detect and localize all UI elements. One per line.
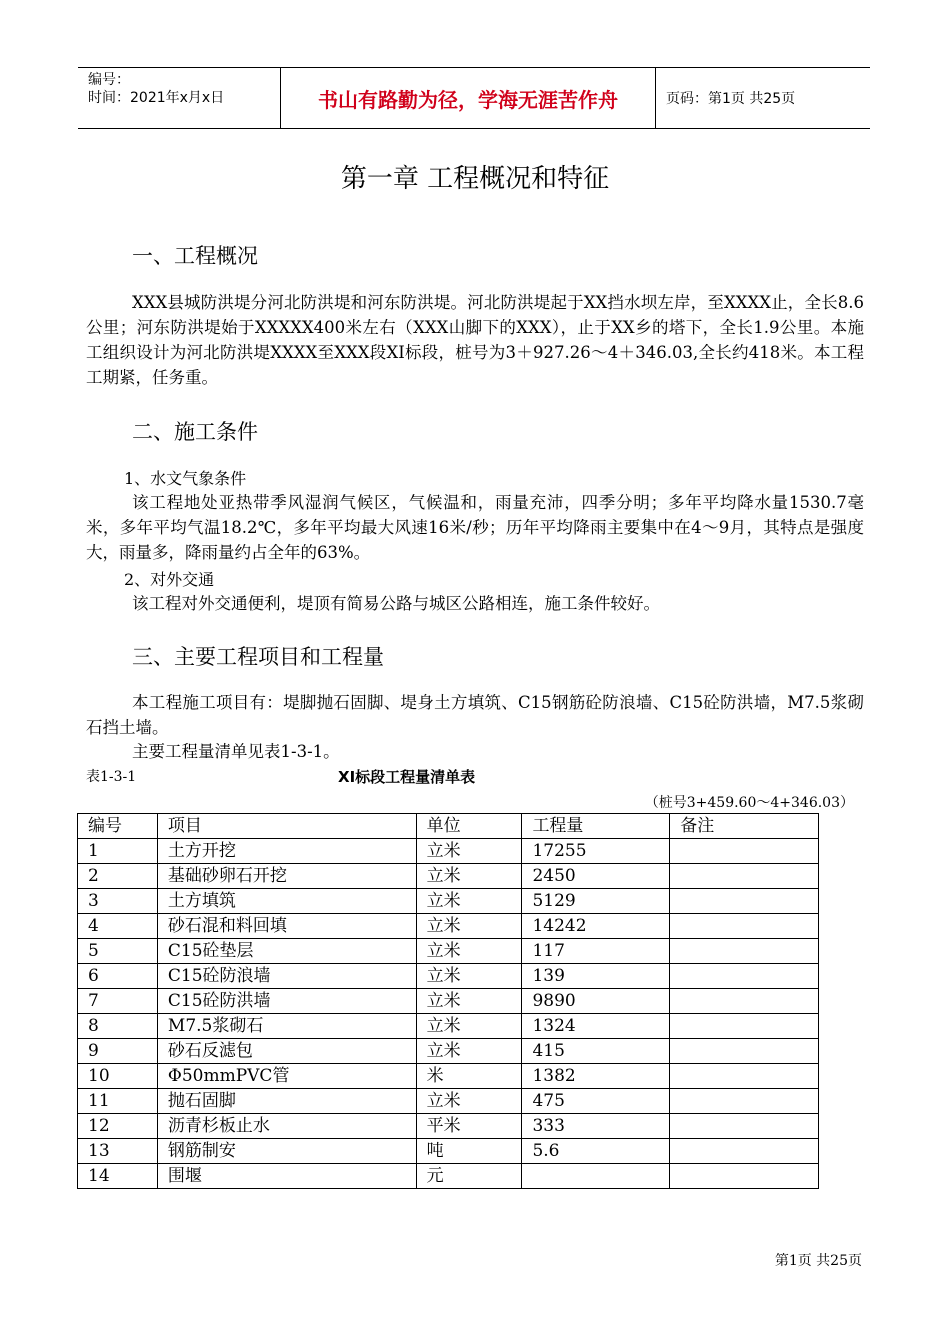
table-cell: 17255 [522, 839, 670, 864]
table-row [78, 1164, 819, 1189]
table-header-row [78, 814, 819, 839]
table-cell: 9 [78, 1039, 158, 1064]
table-cell [670, 989, 819, 1014]
table-cell [670, 1089, 819, 1114]
section2-paragraph2: 该工程对外交通便利，堤顶有简易公路与城区公路相连，施工条件较好。 [132, 594, 660, 613]
table-cell [670, 889, 819, 914]
table-cell [670, 1064, 819, 1089]
table-cell: 13 [78, 1139, 158, 1164]
table-cell: 415 [522, 1039, 670, 1064]
table-row [78, 989, 819, 1014]
section3-paragraph1: 本工程施工项目有：堤脚抛石固脚、堤身土方填筑、C15钢筋砼防浪墙、C15砼防洪墙，M7.5浆砌石挡土墙。 [86, 693, 864, 737]
table-cell: 5129 [522, 889, 670, 914]
table-cell [670, 1014, 819, 1039]
header-cell: 工程量 [522, 814, 670, 839]
header-cell: 单位 [416, 814, 522, 839]
table-cell: 抛石固脚 [157, 1089, 416, 1114]
table-cell: 吨 [416, 1139, 522, 1164]
table-cell: 9890 [522, 989, 670, 1014]
table-cell: 米 [416, 1064, 522, 1089]
table-row [78, 839, 819, 864]
table-cell: 围堰 [157, 1164, 416, 1189]
table-cell: 333 [522, 1114, 670, 1139]
table-cell [670, 1164, 819, 1189]
header-cell: 编号 [78, 814, 158, 839]
table-cell: M7.5浆砌石 [157, 1014, 416, 1039]
table-cell: 6 [78, 964, 158, 989]
table-cell [670, 914, 819, 939]
table-cell [522, 1164, 670, 1189]
table-cell: 基础砂卵石开挖 [157, 864, 416, 889]
table-cell: 11 [78, 1089, 158, 1114]
table-cell: 土方开挖 [157, 839, 416, 864]
table-cell [670, 964, 819, 989]
section1-paragraph: XXX县城防洪堤分河北防洪堤和河东防洪堤。河北防洪堤起于XX挡水坝左岸，至XXXX止，全长8.6公里；河东防洪堤始于XXXXX400米左右（XXX山脚下的XXX），止于XX乡的塔下，全长1.9公里。本施工组织设计为河北防洪堤XXXX至XXX段XI标段，桩号为3＋927.26～4＋346.03,全长约418米。本工程工期紧，任务重。 [86, 293, 864, 387]
table-cell: Φ50mmPVC管 [157, 1064, 416, 1089]
table-cell: 立米 [416, 1014, 522, 1039]
section3-title: 三、主要工程项目和工程量 [132, 645, 384, 669]
table-cell: 1382 [522, 1064, 670, 1089]
table-cell: C15砼防浪墙 [157, 964, 416, 989]
table-note: （桩号3+459.60～4+346.03） [644, 795, 854, 811]
header-cell: 备注 [670, 814, 819, 839]
section1-title: 一、工程概况 [132, 244, 258, 268]
table-cell: 1324 [522, 1014, 670, 1039]
header-time: 时间：2021年x月x日 [88, 90, 225, 106]
table-cell: 立米 [416, 839, 522, 864]
table-cell: 10 [78, 1064, 158, 1089]
table-cell: 砂石混和料回填 [157, 914, 416, 939]
table-cell: 砂石反滤包 [157, 1039, 416, 1064]
table-row [78, 889, 819, 914]
table-row [78, 1014, 819, 1039]
table-cell: 8 [78, 1014, 158, 1039]
header-meta [78, 68, 280, 128]
table-label: 表1-3-1 [86, 769, 137, 785]
table-cell: 立米 [416, 864, 522, 889]
header-motto: 书山有路勤为径，学海无涯苦作舟 [280, 68, 656, 128]
table-cell: C15砼垫层 [157, 939, 416, 964]
page-footer: 第1页 共25页 [774, 1253, 862, 1269]
table-cell [670, 864, 819, 889]
table-cell: 3 [78, 889, 158, 914]
table-row [78, 914, 819, 939]
table-cell: 立米 [416, 989, 522, 1014]
section2-sub2: 2、对外交通 [124, 570, 215, 589]
table-cell: 平米 [416, 1114, 522, 1139]
header-cell: 项目 [157, 814, 416, 839]
table-cell [670, 1114, 819, 1139]
table-row [78, 1114, 819, 1139]
table-cell: 立米 [416, 1039, 522, 1064]
table-cell: 5.6 [522, 1139, 670, 1164]
table-cell [670, 1039, 819, 1064]
table-cell: 沥青杉板止水 [157, 1114, 416, 1139]
table-cell: 元 [416, 1164, 522, 1189]
section2-paragraph1: 该工程地处亚热带季风湿润气候区，气候温和，雨量充沛，四季分明；多年平均降水量1530.7毫米，多年平均气温18.2℃，多年平均最大风速16米/秒；历年平均降雨主要集中在4～9月，其特点是强度大，雨量多，降雨量约占全年的63%。 [86, 493, 864, 562]
table-cell: 立米 [416, 889, 522, 914]
table-cell: 475 [522, 1089, 670, 1114]
table-cell: 1 [78, 839, 158, 864]
table-cell: 土方填筑 [157, 889, 416, 914]
table-row [78, 939, 819, 964]
table-cell: 2 [78, 864, 158, 889]
table-row [78, 1064, 819, 1089]
table-cell: 立米 [416, 914, 522, 939]
table-row [78, 1039, 819, 1064]
table-row [78, 1089, 819, 1114]
table-cell: 2450 [522, 864, 670, 889]
quantity-table [77, 813, 819, 1189]
table-cell: 5 [78, 939, 158, 964]
page-header [78, 67, 870, 129]
table-cell: 117 [522, 939, 670, 964]
table-cell: 7 [78, 989, 158, 1014]
chapter-title: 第一章 工程概况和特征 [340, 164, 610, 194]
table-cell: 立米 [416, 1089, 522, 1114]
table-cell: 立米 [416, 964, 522, 989]
table-cell: C15砼防洪墙 [157, 989, 416, 1014]
table-cell: 139 [522, 964, 670, 989]
table-title: XI标段工程量清单表 [338, 768, 476, 786]
table-cell: 钢筋制安 [157, 1139, 416, 1164]
table-cell [670, 939, 819, 964]
table-cell: 14242 [522, 914, 670, 939]
table-row [78, 1139, 819, 1164]
table-row [78, 864, 819, 889]
table-cell: 4 [78, 914, 158, 939]
header-number: 编号： [88, 72, 130, 88]
table-cell [670, 839, 819, 864]
section2-sub1: 1、水文气象条件 [124, 469, 247, 488]
table-cell: 立米 [416, 939, 522, 964]
section3-paragraph2: 主要工程量清单见表1-3-1。 [132, 742, 340, 761]
header-page-info: 页码：第1页 共25页 [666, 91, 796, 107]
section2-title: 二、施工条件 [132, 420, 258, 444]
table-cell [670, 1139, 819, 1164]
table-cell: 14 [78, 1164, 158, 1189]
table-row [78, 964, 819, 989]
table-cell: 12 [78, 1114, 158, 1139]
